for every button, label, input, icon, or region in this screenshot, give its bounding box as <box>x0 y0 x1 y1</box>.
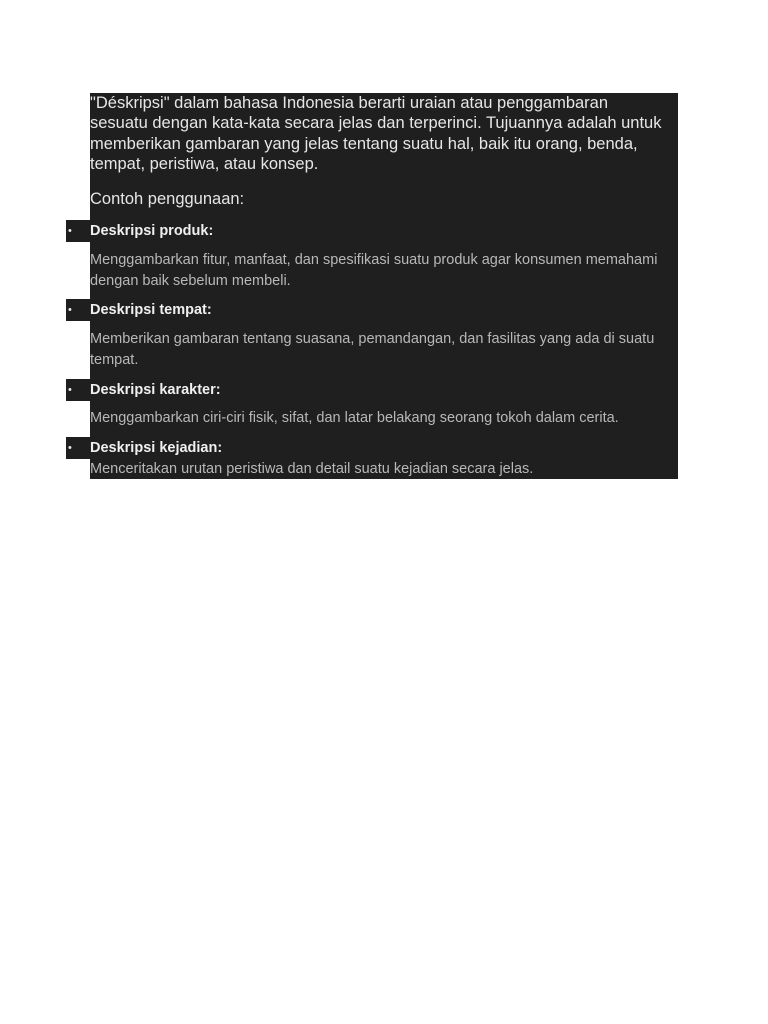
bullet-marker <box>66 379 92 401</box>
item-title-karakter: Deskripsi karakter: <box>90 382 221 398</box>
item-description-karakter: Menggambarkan ciri-ciri fisik, sifat, dan latar belakang seorang tokoh dalam cerita. <box>90 410 619 426</box>
bullet-marker <box>66 220 92 242</box>
bullet-marker <box>66 437 92 459</box>
bullet-icon: • <box>68 304 72 316</box>
bullet-icon: • <box>68 384 72 396</box>
item-description-tempat: Memberikan gambaran tentang suasana, pemandangan, dan fasilitas yang ada di suatu tempat. <box>90 331 655 368</box>
item-description-produk: Menggambarkan fitur, manfaat, dan spesifikasi suatu produk agar konsumen memahami dengan baik sebelum membeli. <box>90 252 658 289</box>
intro-paragraph: "Déskripsi" dalam bahasa Indonesia berarti uraian atau penggambaran sesuatu dengan kata-kata secara jelas dan terperinci. Tujuannya adalah untuk memberikan gambaran yang jelas tentang suatu hal, baik itu orang, benda, tempat, peristiwa, atau konsep. <box>90 94 662 173</box>
item-description-kejadian: Menceritakan urutan peristiwa dan detail suatu kejadian secara jelas. <box>90 461 534 477</box>
item-title-kejadian: Deskripsi kejadian: <box>90 440 223 456</box>
bullet-icon: • <box>68 442 72 454</box>
bullet-marker <box>66 299 92 321</box>
bullet-icon: • <box>68 225 72 237</box>
examples-heading: Contoh penggunaan: <box>90 190 245 208</box>
item-title-produk: Deskripsi produk: <box>90 223 214 239</box>
item-title-tempat: Deskripsi tempat: <box>90 302 212 318</box>
